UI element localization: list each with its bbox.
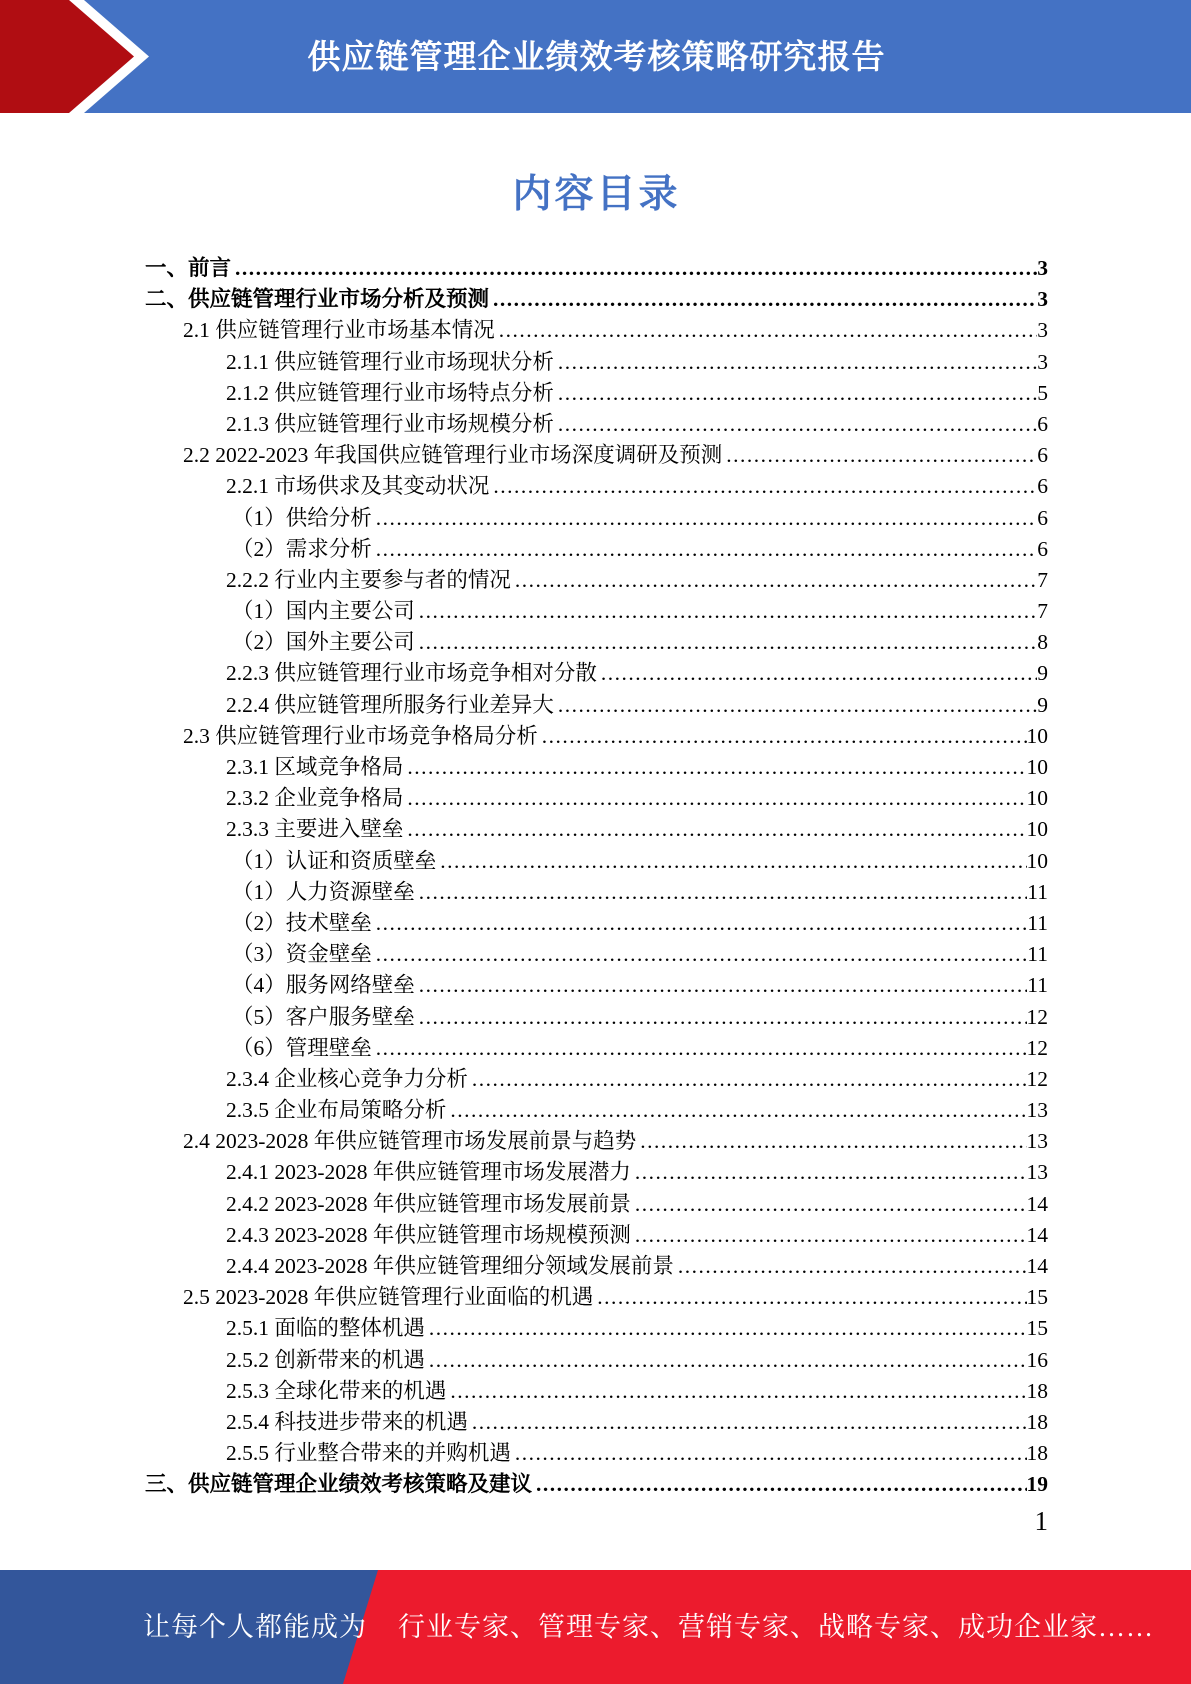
toc-entry[interactable] (145, 908, 1048, 939)
toc-entry[interactable] (145, 284, 1048, 315)
toc-entry[interactable] (145, 1033, 1048, 1064)
toc-entry-label: 2.5.2 创新带来的机遇 (226, 1347, 425, 1372)
toc-entry-page-number: 9 (1037, 692, 1048, 717)
toc-entry-label: （1）国内主要公司 (232, 599, 415, 624)
toc-entry[interactable] (145, 378, 1048, 409)
toc-entry-label: 2.4.1 2023-2028 年供应链管理市场发展潜力 (226, 1160, 631, 1185)
toc-entry-page-number: 14 (1026, 1191, 1048, 1216)
page-number: 1 (1034, 1506, 1048, 1536)
toc-entry[interactable] (145, 1220, 1048, 1251)
toc-entry[interactable] (145, 1438, 1048, 1469)
toc-entry[interactable] (145, 783, 1048, 814)
toc-entry-page-number: 11 (1027, 910, 1048, 935)
toc-entry[interactable] (145, 690, 1048, 721)
toc-entry[interactable] (145, 1407, 1048, 1438)
toc-entry[interactable] (145, 596, 1048, 627)
toc-entry-page-number: 18 (1026, 1378, 1048, 1403)
toc-entry-page-number: 7 (1037, 567, 1048, 592)
toc-entry-page-number: 10 (1026, 723, 1048, 748)
toc-entry-page-number: 6 (1037, 505, 1048, 530)
toc-entry-page-number: 3 (1037, 287, 1048, 312)
toc-entry-page-number: 9 (1037, 661, 1048, 686)
toc-entry-label: 2.1.2 供应链管理行业市场特点分析 (226, 380, 554, 405)
toc-entry[interactable] (145, 1064, 1048, 1095)
toc-entry-page-number: 5 (1037, 380, 1048, 405)
toc-entry-label: 一、前言 (145, 256, 232, 280)
toc-entry-page-number: 16 (1026, 1347, 1048, 1372)
toc-entry[interactable] (145, 1376, 1048, 1407)
toc-leader-dots (376, 939, 1028, 970)
toc-leader-dots (472, 1407, 1027, 1438)
toc-entry-page-number: 10 (1026, 817, 1048, 842)
toc-entry[interactable] (145, 752, 1048, 783)
toc-heading: 内容目录 (512, 173, 681, 216)
toc-entry-label: 2.4 2023-2028 年供应链管理市场发展前景与趋势 (183, 1129, 637, 1154)
toc-entry-label: （2）需求分析 (232, 536, 372, 561)
toc-entry[interactable] (145, 503, 1048, 534)
toc-entry-page-number: 7 (1037, 599, 1048, 624)
toc-entry[interactable] (145, 970, 1048, 1001)
toc-entry-page-number: 12 (1026, 1066, 1048, 1091)
toc-entry-label: 2.1 供应链管理行业市场基本情况 (183, 318, 495, 343)
toc-entry-label: 2.3.5 企业布局策略分析 (226, 1098, 447, 1123)
toc-entry-label: 2.2.2 行业内主要参与者的情况 (226, 567, 511, 592)
toc-entry[interactable] (145, 409, 1048, 440)
toc-entry[interactable] (145, 1126, 1048, 1157)
toc-entry[interactable] (145, 471, 1048, 502)
toc-entry-page-number: 13 (1026, 1160, 1048, 1185)
toc-entry-page-number: 13 (1026, 1129, 1048, 1154)
toc-entry[interactable] (145, 565, 1048, 596)
toc-entry-page-number: 11 (1027, 973, 1048, 998)
toc-entry-page-number: 18 (1026, 1409, 1048, 1434)
toc-entry-label: 2.4.3 2023-2028 年供应链管理市场规模预测 (226, 1222, 631, 1247)
toc-entry[interactable] (145, 846, 1048, 877)
toc-entry-page-number: 15 (1026, 1285, 1048, 1310)
footer-banner (0, 1570, 1191, 1684)
toc-entry-label: 2.2.3 供应链管理行业市场竞争相对分散 (226, 661, 597, 686)
toc-entry-label: 2.5.1 面临的整体机遇 (226, 1316, 425, 1341)
toc-entry-label: （1）人力资源壁垒 (232, 879, 415, 904)
toc-entry-page-number: 6 (1037, 411, 1048, 436)
toc-leader-dots (419, 1002, 1027, 1033)
toc-entry[interactable] (145, 814, 1048, 845)
toc-entry-label: （2）技术壁垒 (232, 910, 372, 935)
toc-entry-page-number: 18 (1026, 1441, 1048, 1466)
toc-entry-label: 2.5.3 全球化带来的机遇 (226, 1378, 447, 1403)
toc-entry-page-number: 6 (1037, 536, 1048, 561)
toc-entry[interactable] (145, 939, 1048, 970)
toc-leader-dots (419, 627, 1037, 658)
toc-leader-dots (450, 1095, 1026, 1126)
toc-entry[interactable] (145, 315, 1048, 346)
toc-leader-dots (429, 1313, 1027, 1344)
toc-entry-label: 2.2 2022-2023 年我国供应链管理行业市场深度调研及预测 (183, 443, 723, 468)
footer-slogan-right: 行业专家、管理专家、营销专家、战略专家、成功企业家…… (398, 1612, 1154, 1642)
toc-entry-label: 2.3.3 主要进入壁垒 (226, 817, 404, 842)
toc-entry-label: 2.1.1 供应链管理行业市场现状分析 (226, 349, 554, 374)
toc-entry[interactable] (145, 1095, 1048, 1126)
toc-list (145, 253, 1048, 1501)
toc-entry[interactable] (145, 1189, 1048, 1220)
footer-slogan-left: 让每个人都能成为 (143, 1612, 367, 1642)
toc-entry-label: 2.2.1 市场供求及其变动状况 (226, 474, 490, 499)
toc-leader-dots (429, 1345, 1027, 1376)
toc-leader-dots (515, 1438, 1027, 1469)
toc-leader-dots (601, 658, 1037, 689)
toc-entry-page-number: 8 (1037, 630, 1048, 655)
toc-entry[interactable] (145, 1002, 1048, 1033)
toc-entry[interactable] (145, 1345, 1048, 1376)
toc-leader-dots (493, 284, 1037, 315)
toc-leader-dots (558, 347, 1037, 378)
toc-entry[interactable] (145, 721, 1048, 752)
toc-entry[interactable] (145, 253, 1048, 284)
toc-entry-label: 2.5.5 行业整合带来的并购机遇 (226, 1441, 511, 1466)
toc-leader-dots (558, 690, 1037, 721)
toc-leader-dots (376, 503, 1037, 534)
toc-entry-page-number: 11 (1027, 942, 1048, 967)
toc-leader-dots (678, 1251, 1027, 1282)
toc-entry-page-number: 14 (1026, 1222, 1048, 1247)
toc-entry-page-number: 15 (1026, 1316, 1048, 1341)
toc-entry-label: 二、供应链管理行业市场分析及预测 (145, 287, 490, 312)
toc-leader-dots (235, 253, 1037, 284)
toc-entry-label: （6）管理壁垒 (232, 1035, 372, 1060)
toc-leader-dots (407, 783, 1026, 814)
toc-entry-label: 三、供应链管理企业绩效考核策略及建议 (145, 1472, 533, 1497)
toc-entry-label: （2）国外主要公司 (232, 630, 415, 655)
toc-leader-dots (376, 908, 1028, 939)
toc-entry-page-number: 3 (1037, 318, 1048, 343)
toc-leader-dots (407, 752, 1026, 783)
toc-entry-label: （5）客户服务壁垒 (232, 1004, 415, 1029)
toc-entry[interactable] (145, 534, 1048, 565)
toc-leader-dots (407, 814, 1026, 845)
toc-leader-dots (419, 596, 1037, 627)
toc-entry-page-number: 13 (1026, 1098, 1048, 1123)
toc-leader-dots (376, 534, 1037, 565)
toc-entry-label: （1）供给分析 (232, 505, 372, 530)
report-title: 供应链管理企业绩效考核策略研究报告 (307, 38, 886, 75)
toc-entry[interactable] (145, 1282, 1048, 1313)
toc-entry-label: 2.3.1 区域竞争格局 (226, 755, 404, 779)
toc-entry[interactable] (145, 1313, 1048, 1344)
toc-entry-page-number: 14 (1026, 1254, 1048, 1278)
toc-entry-label: 2.3.4 企业核心竞争力分析 (226, 1066, 468, 1091)
toc-entry[interactable] (145, 1157, 1048, 1188)
toc-leader-dots (635, 1157, 1027, 1188)
toc-entry-page-number: 3 (1037, 256, 1048, 280)
toc-leader-dots (450, 1376, 1026, 1407)
toc-entry-label: 2.3.2 企业竞争格局 (226, 786, 404, 811)
toc-entry-page-number: 12 (1026, 1035, 1048, 1060)
toc-entry[interactable] (145, 440, 1048, 471)
toc-entry-page-number: 10 (1026, 755, 1048, 779)
toc-leader-dots (640, 1126, 1026, 1157)
toc-leader-dots (440, 846, 1026, 877)
toc-entry-page-number: 12 (1026, 1004, 1048, 1029)
toc-entry-label: 2.3 供应链管理行业市场竞争格局分析 (183, 723, 538, 748)
header-banner (0, 0, 1191, 113)
toc-entry[interactable] (145, 347, 1048, 378)
toc-entry-page-number: 10 (1026, 786, 1048, 811)
toc-leader-dots (376, 1033, 1027, 1064)
toc-leader-dots (536, 1469, 1026, 1500)
toc-entry-page-number: 10 (1026, 848, 1048, 873)
toc-entry-label: 2.4.4 2023-2028 年供应链管理细分领域发展前景 (226, 1254, 674, 1278)
toc-entry-page-number: 3 (1037, 349, 1048, 374)
toc-leader-dots (419, 877, 1028, 908)
toc-entry-page-number: 19 (1026, 1472, 1048, 1497)
toc-leader-dots (635, 1220, 1027, 1251)
toc-leader-dots (472, 1064, 1027, 1095)
toc-leader-dots (499, 315, 1037, 346)
toc-entry-page-number: 6 (1037, 443, 1048, 468)
toc-leader-dots (419, 970, 1028, 1001)
toc-leader-dots (542, 721, 1027, 752)
toc-entry-label: （4）服务网络壁垒 (232, 973, 415, 998)
toc-entry-page-number: 6 (1037, 474, 1048, 499)
toc-entry-page-number: 11 (1027, 879, 1048, 904)
toc-entry-label: 2.5.4 科技进步带来的机遇 (226, 1409, 468, 1434)
toc-leader-dots (597, 1282, 1026, 1313)
toc-leader-dots (515, 565, 1037, 596)
toc-entry[interactable] (145, 627, 1048, 658)
toc-entry-label: 2.5 2023-2028 年供应链管理行业面临的机遇 (183, 1285, 594, 1310)
red-arrow-icon (0, 0, 160, 113)
toc-entry-label: （3）资金壁垒 (232, 942, 372, 967)
toc-leader-dots (558, 409, 1037, 440)
toc-leader-dots (558, 378, 1037, 409)
toc-entry[interactable] (145, 1251, 1048, 1282)
toc-leader-dots (493, 471, 1037, 502)
toc-entry[interactable] (145, 658, 1048, 689)
toc-entry-label: 2.2.4 供应链管理所服务行业差异大 (226, 692, 554, 717)
toc-entry-label: 2.1.3 供应链管理行业市场规模分析 (226, 411, 554, 436)
toc-entry[interactable] (145, 1469, 1048, 1500)
toc-entry-label: 2.4.2 2023-2028 年供应链管理市场发展前景 (226, 1191, 631, 1216)
toc-entry[interactable] (145, 877, 1048, 908)
toc-leader-dots (726, 440, 1037, 471)
toc-leader-dots (635, 1189, 1027, 1220)
toc-entry-label: （1）认证和资质壁垒 (232, 848, 437, 873)
